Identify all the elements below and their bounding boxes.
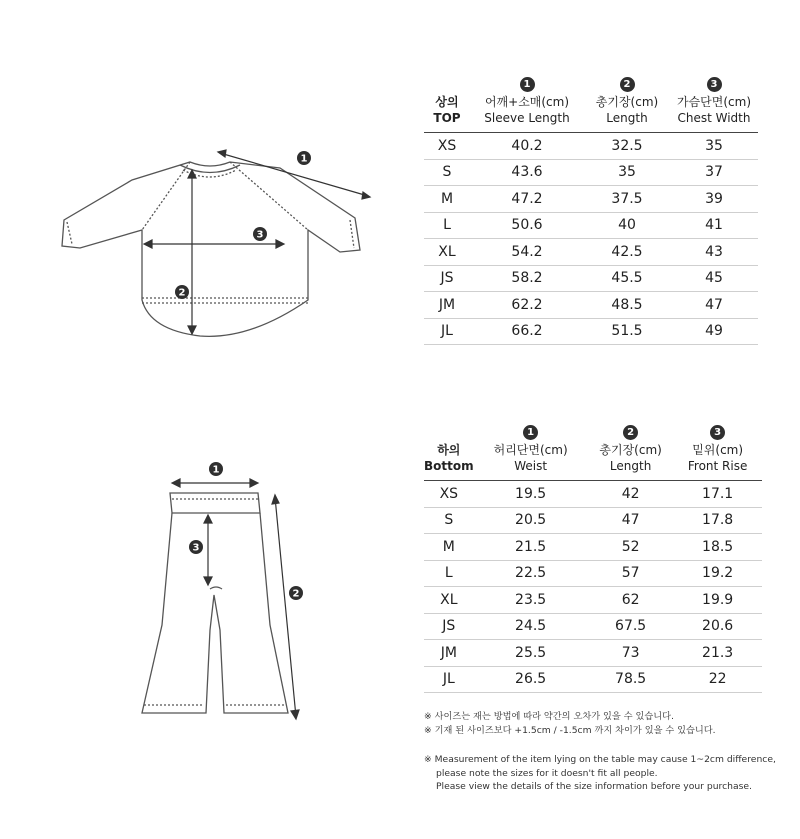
table-row: L 22.5 57 19.2 <box>424 560 762 587</box>
bottom-marker-2: 2 <box>292 588 300 600</box>
notes-english <box>424 753 776 794</box>
top-col1-header: 어깨+소매(cm) Sleeve Length <box>470 92 584 133</box>
top-col3-header: 가슴단면(cm) Chest Width <box>670 92 758 133</box>
top-col2-header: 총기장(cm) Length <box>584 92 670 133</box>
top-col1-num: 1 <box>520 77 535 92</box>
table-row: JL 26.5 78.5 22 <box>424 666 762 693</box>
note-line: ※ 기재 된 사이즈보다 +1.5cm / -1.5cm 까지 차이가 있을 수 있습니다. <box>424 724 716 736</box>
note-line: ※ Measurement of the item lying on the table may cause 1~2cm difference, <box>424 754 776 765</box>
top-marker-2: 2 <box>178 287 186 299</box>
table-row: JL 66.2 51.5 49 <box>424 318 758 345</box>
bottom-garment-illustration <box>130 455 330 725</box>
note-line: please note the sizes for it doesn't fit all people. <box>436 767 658 779</box>
notes-korean <box>424 710 716 737</box>
top-garment-illustration <box>50 140 390 340</box>
note-line: Please view the details of the size information before your purchase. <box>436 781 752 792</box>
table-row: S 43.6 35 37 <box>424 159 758 186</box>
bottom-size-table <box>424 420 762 693</box>
bottom-col1-header: 허리단면(cm) Weist <box>474 440 588 481</box>
bottom-col1-num: 1 <box>523 425 538 440</box>
table-row: XL 54.2 42.5 43 <box>424 239 758 266</box>
bottom-col2-header: 총기장(cm) Length <box>588 440 674 481</box>
bottom-marker-3: 3 <box>192 542 200 554</box>
table-row: XS 40.2 32.5 35 <box>424 133 758 160</box>
table-row: S 20.5 47 17.8 <box>424 507 762 534</box>
bottom-title: 하의 Bottom <box>424 440 474 481</box>
table-row: JM 25.5 73 21.3 <box>424 640 762 667</box>
top-marker-3: 3 <box>256 229 264 241</box>
bottom-table-body <box>424 481 762 693</box>
top-size-table <box>424 72 758 345</box>
table-row: JS 58.2 45.5 45 <box>424 265 758 292</box>
table-row: XS 19.5 42 17.1 <box>424 481 762 508</box>
table-row: JM 62.2 48.5 47 <box>424 292 758 319</box>
bottom-col3-num: 3 <box>710 425 725 440</box>
top-marker-1: 1 <box>300 153 308 165</box>
top-col2-num: 2 <box>620 77 635 92</box>
note-line: ※ 사이즈는 재는 방법에 따라 약간의 오차가 있을 수 있습니다. <box>424 711 674 722</box>
table-row: M 47.2 37.5 39 <box>424 186 758 213</box>
table-row: JS 24.5 67.5 20.6 <box>424 613 762 640</box>
top-col3-num: 3 <box>707 77 722 92</box>
bottom-marker-1: 1 <box>212 464 220 476</box>
top-title: 상의 TOP <box>424 92 470 133</box>
bottom-col3-header: 밑위(cm) Front Rise <box>674 440 762 481</box>
table-row: M 21.5 52 18.5 <box>424 534 762 561</box>
table-row: L 50.6 40 41 <box>424 212 758 239</box>
bottom-col2-num: 2 <box>623 425 638 440</box>
top-table-body <box>424 133 758 345</box>
table-row: XL 23.5 62 19.9 <box>424 587 762 614</box>
